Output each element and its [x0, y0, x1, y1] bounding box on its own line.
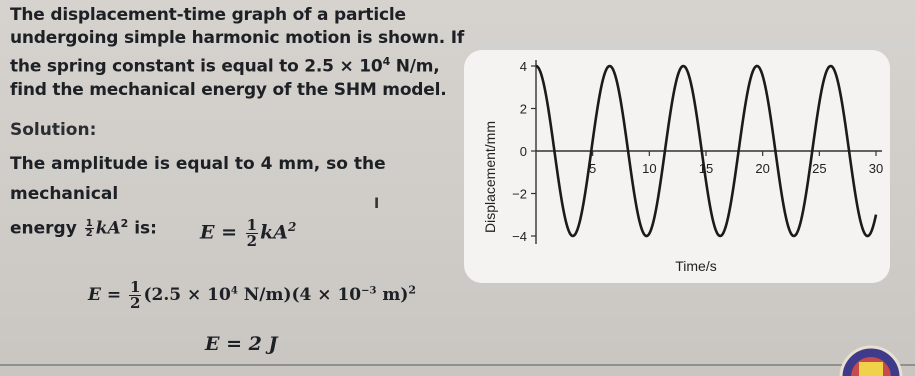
- equation-result: E = 2 J: [205, 333, 278, 355]
- equation-energy-formula: E = $\frac{1}{2}$ $kA^2$: [200, 216, 297, 250]
- eq1-half-fraction: $\frac{1}{2}$: [246, 216, 258, 250]
- graph-svg: [464, 50, 890, 283]
- spring-constant-exponent: 4: [382, 55, 391, 68]
- text-cursor-icon: I: [374, 196, 380, 212]
- y-axis-label: Displacement/mm: [482, 120, 498, 234]
- x-tick-label: 5: [589, 161, 597, 176]
- kA-term: kA: [95, 218, 121, 239]
- x-axis-label: Time/s: [675, 258, 717, 274]
- x-tick-label: 20: [755, 161, 770, 176]
- x-tick-label: 10: [642, 161, 657, 176]
- x-tick-label: 30: [868, 161, 884, 176]
- solution-heading: Solution:: [10, 120, 97, 140]
- eq2-half-fraction: $\frac{1}{2}$: [130, 278, 141, 312]
- statement-line-1: The amplitude is equal to 4 mm, so the mechanical: [10, 154, 386, 204]
- spring-constant-value: 2.5 × 10: [304, 56, 383, 77]
- y-tick-label: −2: [512, 186, 527, 202]
- half-fraction: $\frac{1}{2}$: [85, 218, 93, 240]
- y-tick-label: 4: [519, 59, 527, 74]
- statement-line-2: energy $\frac{1}{2}$ $kA^2$ is:: [10, 217, 157, 240]
- y-tick-label: −4: [512, 229, 527, 244]
- problem-text-end: N/m, find the mechanical energy of the SHM model.: [10, 56, 447, 100]
- school-logo-icon: [826, 345, 915, 376]
- problem-text: The displacement-time graph of a particle undergoing simple harmonic motion is shown. If the spring constant is equal to: [10, 5, 465, 77]
- x-tick-label: 15: [698, 161, 714, 176]
- equation-substitution: E = $\frac{1}{2}$ ($2.5 \times 10^4$ $N/m)(4 \times 10^{-3}$ m)$^2$: [88, 278, 417, 312]
- x-tick-label: 25: [812, 161, 827, 176]
- y-tick-label: 0: [519, 144, 527, 159]
- y-tick-label: 2: [519, 101, 527, 117]
- footer-divider: [0, 364, 915, 366]
- problem-statement: [10, 4, 480, 102]
- displacement-time-graph: [464, 50, 890, 283]
